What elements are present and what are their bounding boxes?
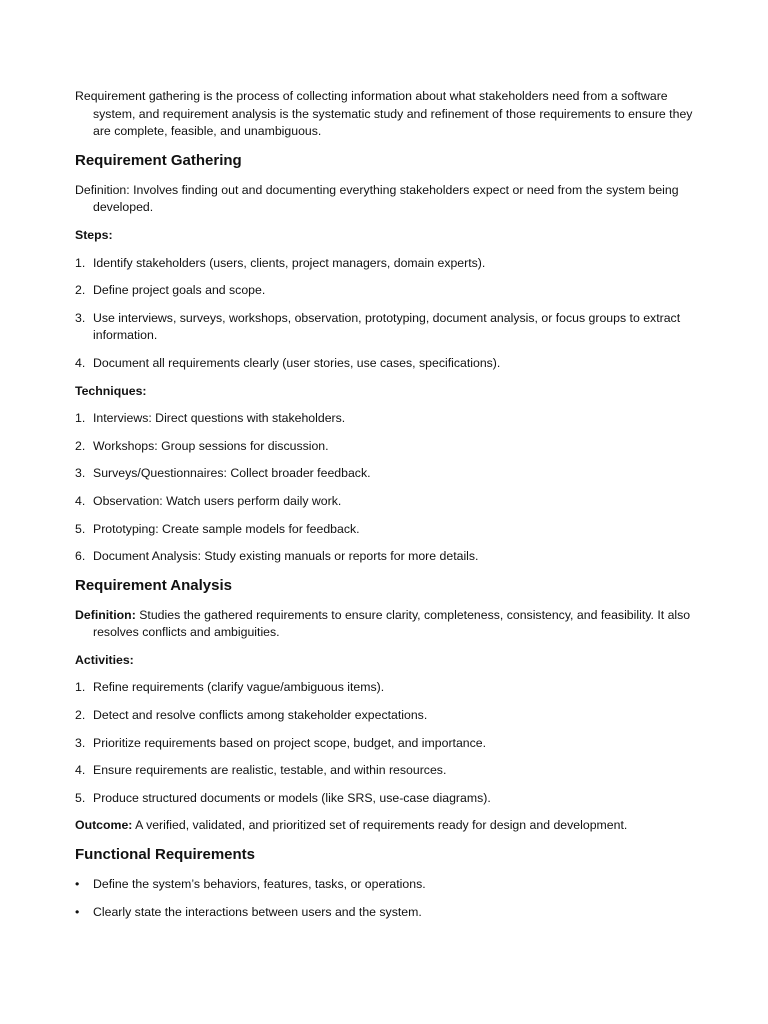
list-item-text: Clearly state the interactions between users and the system. bbox=[93, 904, 422, 919]
intro-paragraph: Requirement gathering is the process of collecting information about what stakeholders need from a software system, and requirement analysis is the systematic study and refinement of those requirements to ensure they are complete, feasible, and unambiguous. bbox=[75, 89, 693, 139]
list-item-text: Produce structured documents or models (like SRS, use-case diagrams). bbox=[93, 790, 491, 805]
list-item bbox=[75, 679, 700, 697]
list-item-text: Define project goals and scope. bbox=[93, 283, 266, 298]
list-item bbox=[75, 548, 700, 566]
list-item bbox=[75, 707, 700, 725]
gathering-definition: Definition: Involves finding out and documenting everything stakeholders expect or need from the system being developed. bbox=[75, 182, 679, 215]
steps-label: Steps: bbox=[75, 227, 113, 242]
heading-requirement-gathering: Requirement Gathering bbox=[75, 151, 242, 169]
analysis-outcome-label: Outcome: bbox=[75, 818, 133, 833]
list-item-text: Define the system’s behaviors, features, tasks, or operations. bbox=[93, 877, 426, 892]
activities-list bbox=[75, 679, 700, 807]
list-item bbox=[75, 493, 700, 511]
list-number: 3. bbox=[75, 735, 86, 750]
bullet-icon: • bbox=[75, 877, 80, 892]
list-item-text: Prototyping: Create sample models for feedback. bbox=[93, 521, 360, 536]
techniques-label: Techniques: bbox=[75, 383, 147, 398]
list-item bbox=[75, 735, 700, 753]
list-item bbox=[75, 410, 700, 428]
list-item-text: Detect and resolve conflicts among stakeholder expectations. bbox=[93, 708, 428, 723]
list-item-text: Interviews: Direct questions with stakeholders. bbox=[93, 411, 346, 426]
list-item bbox=[75, 790, 700, 808]
heading-functional-requirements: Functional Requirements bbox=[75, 846, 256, 864]
list-item bbox=[75, 282, 700, 300]
list-number: 3. bbox=[75, 466, 86, 481]
document-page bbox=[75, 88, 700, 931]
list-item bbox=[75, 876, 700, 894]
list-item-text: Workshops: Group sessions for discussion. bbox=[93, 438, 329, 453]
list-number: 4. bbox=[75, 763, 86, 778]
list-number: 3. bbox=[75, 310, 86, 325]
list-number: 4. bbox=[75, 355, 86, 370]
functional-list bbox=[75, 876, 700, 921]
list-number: 1. bbox=[75, 255, 86, 270]
list-number: 4. bbox=[75, 493, 86, 508]
list-item bbox=[75, 310, 700, 345]
list-item-text: Document all requirements clearly (user stories, use cases, specifications). bbox=[93, 355, 501, 370]
list-number: 6. bbox=[75, 549, 86, 564]
list-item bbox=[75, 521, 700, 539]
list-item bbox=[75, 465, 700, 483]
list-item-text: Refine requirements (clarify vague/ambiguous items). bbox=[93, 680, 385, 695]
list-item-text: Observation: Watch users perform daily work. bbox=[93, 493, 342, 508]
list-item-text: Use interviews, surveys, workshops, observation, prototyping, document analysis, or focus groups to extract information. bbox=[93, 310, 681, 343]
list-number: 5. bbox=[75, 521, 86, 536]
list-item bbox=[75, 255, 700, 273]
list-item-text: Prioritize requirements based on project scope, budget, and importance. bbox=[93, 735, 487, 750]
analysis-definition-text: Studies the gathered requirements to ensure clarity, completeness, consistency, and feasibility. It also resolves conflicts and ambiguities. bbox=[93, 607, 691, 640]
analysis-outcome bbox=[75, 817, 700, 835]
list-number: 1. bbox=[75, 411, 86, 426]
list-item-text: Ensure requirements are realistic, testable, and within resources. bbox=[93, 763, 447, 778]
bullet-icon: • bbox=[75, 904, 80, 919]
list-item bbox=[75, 762, 700, 780]
heading-requirement-analysis: Requirement Analysis bbox=[75, 576, 232, 594]
activities-label: Activities: bbox=[75, 652, 134, 667]
analysis-outcome-text: A verified, validated, and prioritized set of requirements ready for design and development. bbox=[132, 818, 628, 833]
list-item-text: Surveys/Questionnaires: Collect broader feedback. bbox=[93, 466, 371, 481]
steps-list bbox=[75, 255, 700, 373]
list-item bbox=[75, 355, 700, 373]
list-number: 1. bbox=[75, 680, 86, 695]
list-item-text: Identify stakeholders (users, clients, project managers, domain experts). bbox=[93, 255, 486, 270]
analysis-definition-label: Definition: bbox=[75, 607, 136, 622]
list-number: 2. bbox=[75, 708, 86, 723]
list-number: 2. bbox=[75, 283, 86, 298]
list-number: 2. bbox=[75, 438, 86, 453]
list-item bbox=[75, 904, 700, 922]
techniques-list bbox=[75, 410, 700, 566]
list-item bbox=[75, 438, 700, 456]
list-number: 5. bbox=[75, 790, 86, 805]
analysis-definition bbox=[75, 607, 700, 642]
list-item-text: Document Analysis: Study existing manuals or reports for more details. bbox=[93, 549, 479, 564]
